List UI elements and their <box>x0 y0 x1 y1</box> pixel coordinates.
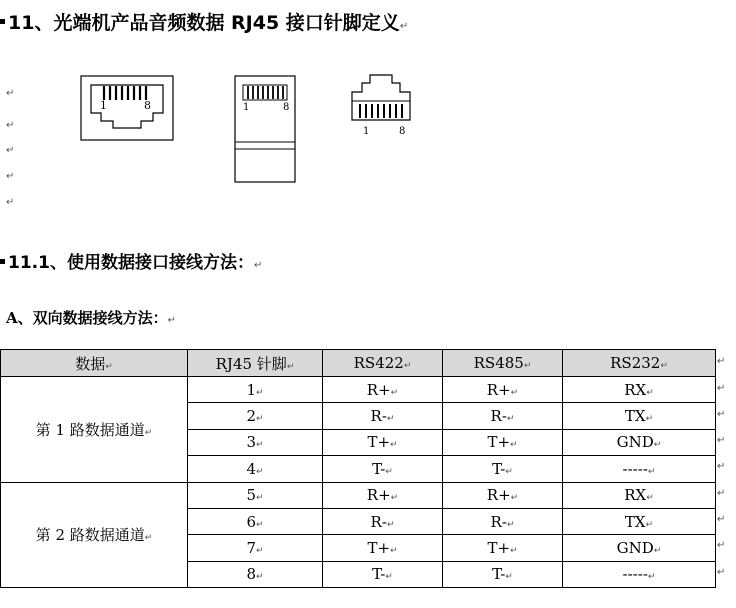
row-end-mark: ↵ <box>717 567 726 578</box>
rs485-cell: T-↵ <box>443 456 563 482</box>
rs232-cell: -----↵ <box>563 456 716 482</box>
paragraph-mark: ↵ <box>6 171 15 182</box>
rs485-cell: R+↵ <box>443 377 563 403</box>
rs422-cell: T+↵ <box>323 429 443 455</box>
rs422-cell: T-↵ <box>323 561 443 587</box>
heading-text: 11.1、使用数据接口接线方法： <box>8 253 254 273</box>
rs485-cell: T-↵ <box>443 561 563 587</box>
rs485-cell: T+↵ <box>443 429 563 455</box>
table-header-row <box>1 350 716 377</box>
pin-cell: 5↵ <box>188 482 323 508</box>
rs422-cell: R+↵ <box>323 482 443 508</box>
rs485-cell: R+↵ <box>443 482 563 508</box>
rs485-cell: T+↵ <box>443 535 563 561</box>
pin-label-end: 8 <box>283 102 290 113</box>
row-end-mark: ↵ <box>717 435 726 446</box>
pin-label-start: 1 <box>243 102 250 113</box>
row-end-mark: ↵ <box>717 409 726 420</box>
rs232-cell: GND↵ <box>563 535 716 561</box>
rj45-jack-diagram <box>80 75 176 143</box>
header-cell: RJ45 针脚↵ <box>188 350 323 377</box>
bullet-icon <box>0 259 5 264</box>
section-heading-11 <box>0 8 408 35</box>
heading-text: 11、光端机产品音频数据 RJ45 接口针脚定义 <box>8 12 400 34</box>
rj45-plug-side-diagram <box>233 75 299 187</box>
rs422-cell: T+↵ <box>323 535 443 561</box>
group-label-cell: 第 2 路数据通道↵ <box>1 482 188 588</box>
pin-cell: 2↵ <box>188 403 323 429</box>
header-cell: 数据↵ <box>1 350 188 377</box>
pin-label-start: 1 <box>363 126 370 137</box>
subsection-heading-a <box>6 307 176 328</box>
pin-cell: 7↵ <box>188 535 323 561</box>
pin-label-end: 8 <box>144 99 151 112</box>
header-cell: RS422↵ <box>323 350 443 377</box>
heading-text: A、双向数据接线方法： <box>6 309 168 327</box>
header-cell: RS232↵ <box>563 350 716 377</box>
pin-cell: 8↵ <box>188 561 323 587</box>
pin-cell: 3↵ <box>188 429 323 455</box>
rj45-plug-front-diagram <box>348 73 420 137</box>
table-row <box>1 377 716 403</box>
row-end-mark: ↵ <box>717 488 726 499</box>
rs485-cell: R-↵ <box>443 403 563 429</box>
paragraph-mark: ↵ <box>6 120 15 131</box>
rs422-cell: R-↵ <box>323 403 443 429</box>
rs232-cell: RX↵ <box>563 377 716 403</box>
rs232-cell: TX↵ <box>563 403 716 429</box>
row-end-mark: ↵ <box>717 356 726 367</box>
paragraph-mark: ↵ <box>6 197 15 208</box>
row-end-mark: ↵ <box>717 514 726 525</box>
rs232-cell: GND↵ <box>563 429 716 455</box>
row-end-mark: ↵ <box>717 540 726 551</box>
pin-label-start: 1 <box>100 99 107 112</box>
rs422-cell: R+↵ <box>323 377 443 403</box>
paragraph-mark: ↵ <box>253 260 263 271</box>
bullet-icon <box>0 19 5 24</box>
header-cell: RS485↵ <box>443 350 563 377</box>
rs232-cell: -----↵ <box>563 561 716 587</box>
rs422-cell: T-↵ <box>323 456 443 482</box>
row-end-mark: ↵ <box>717 383 726 394</box>
pin-cell: 1↵ <box>188 377 323 403</box>
section-heading-11-1 <box>0 248 262 273</box>
pin-label-end: 8 <box>399 126 406 137</box>
pin-definition-table <box>0 349 716 588</box>
table-row <box>1 482 716 508</box>
pin-cell: 4↵ <box>188 456 323 482</box>
group-label-cell: 第 1 路数据通道↵ <box>1 377 188 483</box>
rs422-cell: R-↵ <box>323 508 443 534</box>
paragraph-mark: ↵ <box>167 315 177 326</box>
rs232-cell: TX↵ <box>563 508 716 534</box>
pin-cell: 6↵ <box>188 508 323 534</box>
rs232-cell: RX↵ <box>563 482 716 508</box>
paragraph-mark: ↵ <box>6 88 15 99</box>
row-end-mark: ↵ <box>717 461 726 472</box>
paragraph-mark: ↵ <box>399 21 409 32</box>
rs485-cell: R-↵ <box>443 508 563 534</box>
paragraph-mark: ↵ <box>6 145 15 156</box>
